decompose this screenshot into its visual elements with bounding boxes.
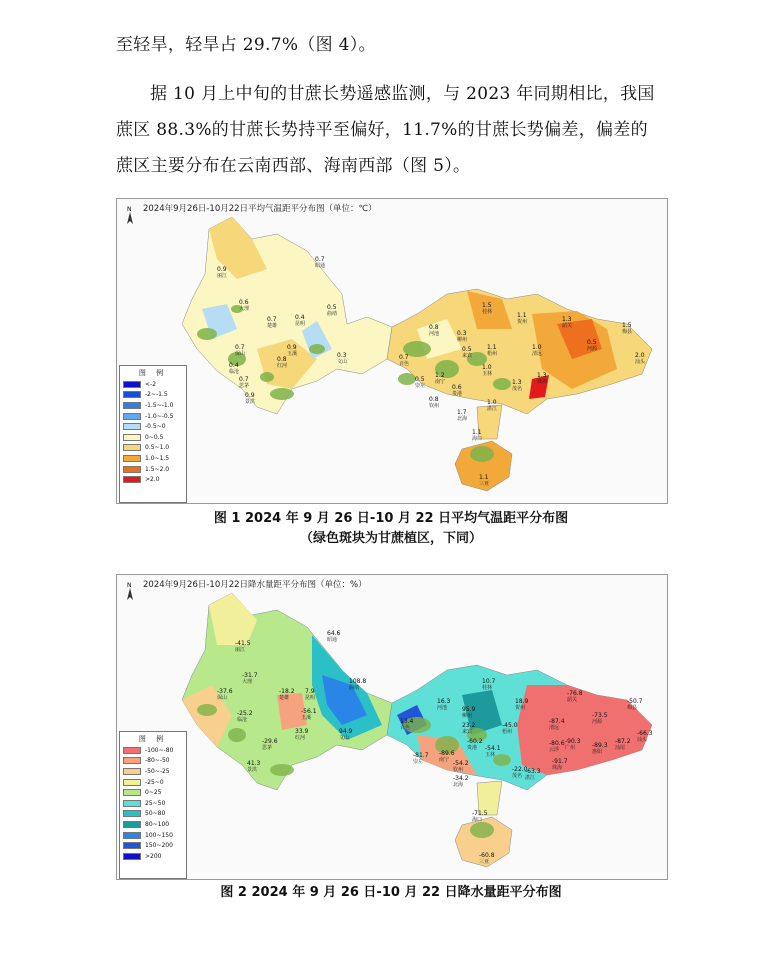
station-label <box>337 352 347 365</box>
station-value: -45.0 <box>502 722 518 729</box>
station-city: 曲靖 <box>327 311 338 317</box>
station-city: 清远 <box>549 725 560 731</box>
station-value: -18.2 <box>279 688 295 695</box>
station-label <box>399 354 409 367</box>
legend-item: 1.5~2.0 <box>120 464 186 475</box>
station-city: 红河 <box>277 363 288 369</box>
station-value: 0.9 <box>245 392 255 399</box>
station-value: 1.1 <box>479 474 489 481</box>
station-label <box>235 344 245 357</box>
figure2-title: 2024年9月26日-10月22日降水量距平分布图（单位：%） <box>143 580 367 590</box>
station-city: 河源 <box>587 346 598 352</box>
station-label <box>462 706 476 719</box>
station-city: 汕头 <box>635 359 646 365</box>
station-label <box>429 324 439 337</box>
station-city: 楚雄 <box>267 323 278 329</box>
station-city: 梧州 <box>502 729 513 735</box>
figure1-caption: 图 1 2024 年 9 月 26 日-10 月 22 日平均气温距平分布图 <box>213 511 569 526</box>
station-city: 三亚 <box>479 859 490 865</box>
station-label <box>552 758 568 771</box>
station-city: 曲靖 <box>349 685 360 691</box>
station-city: 梅县 <box>622 329 633 335</box>
station-label <box>452 384 462 397</box>
station-city: 大理 <box>242 679 253 685</box>
legend-item: 25~50 <box>120 798 186 809</box>
station-city: 玉溪 <box>301 715 312 721</box>
station-value: -73.5 <box>592 712 608 719</box>
station-city: 思茅 <box>239 383 250 389</box>
station-city: 河池 <box>437 705 448 711</box>
station-label <box>482 302 492 315</box>
station-label <box>247 760 261 773</box>
legend-item: -25~0 <box>120 777 186 788</box>
station-value: 0.7 <box>399 354 409 361</box>
station-city: 红河 <box>295 735 306 741</box>
station-city: 昆明 <box>305 695 316 701</box>
station-city: 广州 <box>565 745 576 751</box>
station-label <box>229 362 239 375</box>
station-value: 0.5 <box>587 339 597 346</box>
svg-text:N: N <box>127 582 132 589</box>
station-label <box>262 738 278 751</box>
station-label <box>279 688 295 701</box>
station-label <box>295 314 305 327</box>
legend-item: >200 <box>120 851 186 862</box>
station-value: -41.5 <box>235 640 251 647</box>
station-value: 0.8 <box>429 324 439 331</box>
station-value: 95.9 <box>462 706 476 713</box>
paragraph-growth-monitoring: 据 10 月上中旬的甘蔗长势遥感监测，与 2023 年同期相比，我国蔗区 88.3%的甘蔗长势持平至偏好，11.7%的甘蔗长势偏差，偏差的蔗区主要分布在云南西部、海南西部（图 5）。 <box>116 84 655 176</box>
figure2-station-labels <box>117 575 667 879</box>
legend-item: -80~-50 <box>120 756 186 767</box>
station-label <box>242 672 258 685</box>
station-value: 13.4 <box>400 718 414 725</box>
station-label <box>437 698 451 711</box>
paragraph-continued: 至轻旱，轻旱占 29.7%（图 4）。 <box>116 35 376 55</box>
station-city: 韶关 <box>562 323 573 329</box>
station-label <box>635 352 646 365</box>
figure1-station-labels <box>117 199 667 503</box>
station-label <box>305 688 315 701</box>
station-city: 湛江 <box>487 406 498 412</box>
station-value: -37.6 <box>217 688 233 695</box>
legend-item: -2~-1.5 <box>120 390 186 401</box>
station-city: 钦州 <box>453 767 464 773</box>
station-city: 临沧 <box>229 369 240 375</box>
station-value: 0.4 <box>229 362 239 369</box>
station-city: 崇左 <box>415 383 426 389</box>
figure1-caption-note: （绿色斑块为甘蔗植区，下同） <box>299 531 482 546</box>
legend-item: -0.5~0 <box>120 421 186 432</box>
station-city: 珠海 <box>552 765 563 771</box>
station-value: 1.1 <box>472 429 482 436</box>
station-label <box>217 266 227 279</box>
station-value: 0.5 <box>327 304 337 311</box>
station-label <box>237 710 253 723</box>
station-label <box>457 409 467 422</box>
station-value: -56.1 <box>301 708 317 715</box>
legend-item: -1.5~-1.0 <box>120 400 186 411</box>
station-label <box>453 760 469 773</box>
station-city: 河源 <box>592 719 603 725</box>
station-label <box>592 712 608 725</box>
station-city: 景洪 <box>245 399 256 405</box>
station-value: -89.3 <box>592 742 608 749</box>
station-value: 0.5 <box>462 346 472 353</box>
station-label <box>485 745 501 758</box>
station-value: 0.8 <box>429 396 439 403</box>
station-label <box>239 299 249 312</box>
station-value: -31.7 <box>242 672 258 679</box>
station-label <box>479 474 489 487</box>
station-value: -76.8 <box>567 690 583 697</box>
station-city: 文山 <box>339 735 350 741</box>
station-city: 南宁 <box>439 757 450 763</box>
station-city: 韶关 <box>567 697 578 703</box>
station-city: 柳州 <box>457 337 468 343</box>
figure2-caption: 图 2 2024 年 9 月 26 日-10 月 22 日降水量距平分布图 <box>220 885 562 900</box>
station-value: -60.8 <box>479 852 495 859</box>
legend-item: 0~25 <box>120 787 186 798</box>
station-value: 33.9 <box>295 728 309 735</box>
station-value: 108.8 <box>349 678 367 685</box>
station-city: 云浮 <box>549 747 560 753</box>
station-label <box>525 768 541 781</box>
station-label <box>472 429 482 442</box>
legend-item: 80~100 <box>120 819 186 830</box>
station-value: 1.5 <box>622 322 632 329</box>
station-value: 0.9 <box>287 344 297 351</box>
station-label <box>472 810 488 823</box>
station-label <box>549 718 565 731</box>
station-value: -66.3 <box>637 730 653 737</box>
legend-item: 50~80 <box>120 809 186 820</box>
station-city: 南宁 <box>435 379 446 385</box>
station-label <box>413 752 429 765</box>
legend-item: 0~0.5 <box>120 432 186 443</box>
station-label <box>549 740 565 753</box>
station-city: 汕尾 <box>615 745 626 751</box>
station-value: 16.3 <box>437 698 451 705</box>
station-city: 柳州 <box>462 713 473 719</box>
station-value: 7.9 <box>305 688 315 695</box>
station-city: 思茅 <box>262 745 273 751</box>
station-value: -91.7 <box>552 758 568 765</box>
station-city: 百色 <box>400 725 411 731</box>
station-label <box>637 730 653 743</box>
station-value: 0.4 <box>295 314 305 321</box>
station-value: -34.2 <box>453 775 469 782</box>
station-city: 保山 <box>235 351 246 357</box>
station-city: 梧州 <box>487 351 498 357</box>
station-value: 1.2 <box>435 372 445 379</box>
station-value: 0.6 <box>239 299 249 306</box>
station-label <box>327 630 341 643</box>
station-label <box>517 312 527 325</box>
station-value: -63.3 <box>525 768 541 775</box>
station-value: -60.2 <box>467 738 483 745</box>
station-label <box>479 852 495 865</box>
station-city: 来宾 <box>462 353 473 359</box>
station-city: 惠阳 <box>592 749 603 755</box>
legend-item: <-2 <box>120 379 186 390</box>
station-city: 昭通 <box>327 637 338 643</box>
station-value: 0.7 <box>235 344 245 351</box>
legend-title: 图 例 <box>138 735 168 743</box>
station-city: 清远 <box>532 351 543 357</box>
station-label <box>327 304 337 317</box>
station-value: -54.1 <box>485 745 501 752</box>
station-value: -71.5 <box>472 810 488 817</box>
station-city: 贵港 <box>467 745 478 751</box>
legend-item: >2.0 <box>120 474 186 485</box>
station-label <box>587 339 598 352</box>
station-city: 崇左 <box>413 759 424 765</box>
station-label <box>235 640 251 653</box>
station-label <box>532 344 542 357</box>
station-city: 北海 <box>453 782 464 788</box>
station-label <box>287 344 297 357</box>
station-value: 64.6 <box>327 630 341 637</box>
station-value: 94.9 <box>339 728 353 735</box>
station-city: 汕头 <box>637 737 648 743</box>
legend-item: 0.5~1.0 <box>120 443 186 454</box>
station-label <box>245 392 255 405</box>
station-city: 来宾 <box>462 729 473 735</box>
station-value: 1.0 <box>487 399 497 406</box>
station-label <box>487 344 497 357</box>
station-label <box>301 708 317 721</box>
station-value: 0.7 <box>315 256 325 263</box>
station-value: -54.2 <box>453 760 469 767</box>
station-city: 昭通 <box>315 263 326 269</box>
station-label <box>339 728 353 741</box>
station-city: 桂林 <box>482 309 493 315</box>
station-city: 丽江 <box>235 647 246 653</box>
station-value: 1.3 <box>512 379 522 386</box>
station-value: 0.7 <box>239 376 249 383</box>
station-value: 1.0 <box>532 344 542 351</box>
station-city: 保山 <box>217 695 228 701</box>
station-value: 1.7 <box>457 409 467 416</box>
station-label <box>565 738 581 751</box>
station-value: 1.0 <box>482 364 492 371</box>
station-value: -87.2 <box>615 738 631 745</box>
station-value: 1.3 <box>562 316 572 323</box>
station-label <box>615 738 631 751</box>
station-value: 1.1 <box>487 344 497 351</box>
station-city: 茂名 <box>512 773 523 779</box>
station-label <box>622 322 632 335</box>
station-city: 临沧 <box>237 717 248 723</box>
station-label <box>502 722 518 735</box>
station-city: 北海 <box>457 416 468 422</box>
station-label <box>457 330 467 343</box>
station-value: 0.6 <box>452 384 462 391</box>
station-label <box>453 775 469 788</box>
legend-item: -1.0~-0.5 <box>120 411 186 422</box>
station-value: -87.4 <box>549 718 565 725</box>
station-label <box>537 372 547 385</box>
station-label <box>277 356 287 369</box>
station-value: 0.9 <box>217 266 227 273</box>
svg-text:N: N <box>127 206 132 213</box>
station-value: -81.7 <box>413 752 429 759</box>
station-city: 河池 <box>429 331 440 337</box>
station-value: 10.7 <box>482 678 496 685</box>
station-label <box>349 678 366 691</box>
station-city: 玉林 <box>482 371 493 377</box>
station-city: 大理 <box>239 306 250 312</box>
station-label <box>482 678 496 691</box>
station-city: 景洪 <box>247 767 258 773</box>
legend-item: -50~-25 <box>120 766 186 777</box>
station-label <box>512 379 522 392</box>
precipitation-anomaly-map <box>116 574 668 880</box>
legend-item: 1.0~1.5 <box>120 453 186 464</box>
station-label <box>627 698 643 711</box>
station-value: 18.9 <box>515 698 529 705</box>
station-city: 玉溪 <box>287 351 298 357</box>
station-value: -29.6 <box>262 738 278 745</box>
station-value: 0.5 <box>415 376 425 383</box>
station-city: 丽江 <box>217 273 228 279</box>
station-label <box>462 346 472 359</box>
station-value: 1.3 <box>537 372 547 379</box>
station-city: 百色 <box>399 361 410 367</box>
station-label <box>467 738 483 751</box>
station-value: 41.3 <box>247 760 261 767</box>
station-value: 23.2 <box>462 722 476 729</box>
legend-item: 150~200 <box>120 840 186 851</box>
station-value: 1.5 <box>482 302 492 309</box>
station-label <box>429 396 439 409</box>
temperature-anomaly-map <box>116 198 668 504</box>
figure1-title: 2024年9月26日-10月22日平均气温距平分布图（单位：℃） <box>143 204 377 214</box>
station-city: 昆明 <box>295 321 306 327</box>
station-label <box>400 718 414 731</box>
station-city: 珠海 <box>537 379 548 385</box>
station-city: 桂林 <box>482 685 493 691</box>
station-city: 楚雄 <box>279 695 290 701</box>
station-city: 文山 <box>337 359 348 365</box>
station-city: 贵港 <box>452 391 463 397</box>
station-city: 钦州 <box>429 403 440 409</box>
station-city: 贺州 <box>515 705 526 711</box>
station-city: 梅县 <box>627 705 638 711</box>
station-label <box>562 316 572 329</box>
station-value: -25.2 <box>237 710 253 717</box>
station-city: 海口 <box>472 436 483 442</box>
station-label <box>267 316 277 329</box>
station-value: -90.3 <box>565 738 581 745</box>
station-value: 0.3 <box>337 352 347 359</box>
station-label <box>487 399 497 412</box>
station-label <box>239 376 249 389</box>
legend-item: 100~150 <box>120 830 186 841</box>
station-label <box>217 688 233 701</box>
station-value: 0.7 <box>267 316 277 323</box>
station-label <box>435 372 445 385</box>
station-value: 0.3 <box>457 330 467 337</box>
station-label <box>515 698 529 711</box>
station-label <box>415 376 425 389</box>
station-city: 三亚 <box>479 481 490 487</box>
station-label <box>462 722 476 735</box>
station-city: 湛江 <box>525 775 536 781</box>
station-label <box>592 742 608 755</box>
station-label <box>315 256 325 269</box>
station-label <box>482 364 492 377</box>
station-value: 1.1 <box>517 312 527 319</box>
station-value: -50.7 <box>627 698 643 705</box>
station-value: 2.0 <box>635 352 645 359</box>
station-city: 海口 <box>472 817 483 823</box>
station-value: -22.0 <box>512 766 528 773</box>
station-value: -80.6 <box>549 740 565 747</box>
legend-title: 图 例 <box>138 369 168 377</box>
station-city: 贺州 <box>517 319 528 325</box>
station-city: 茂名 <box>512 386 523 392</box>
station-value: 0.8 <box>277 356 287 363</box>
station-label <box>567 690 583 703</box>
station-label <box>295 728 309 741</box>
station-value: -89.6 <box>439 750 455 757</box>
station-city: 玉林 <box>485 752 496 758</box>
legend-item: -100~-80 <box>120 745 186 756</box>
